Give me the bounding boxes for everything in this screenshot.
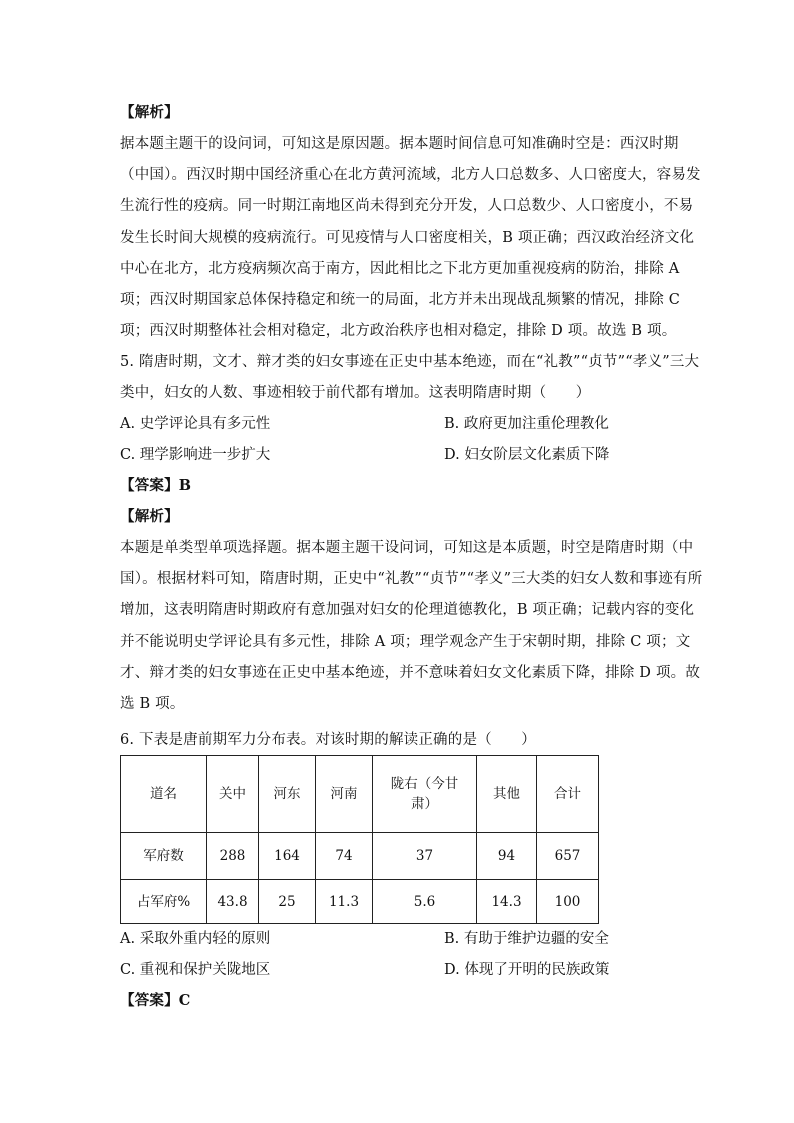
q6-stem: 6. 下表是唐前期军力分布表。对该时期的解读正确的是（ ） <box>120 732 536 748</box>
table-cell: 164 <box>259 833 316 880</box>
table-header-cell: 其他 <box>477 756 537 833</box>
explain2-line: 国）。根据材料可知，隋唐时期，正史中“礼教”“贞节”“孝义”三大类的妇女人数和事迹有所 <box>120 571 703 587</box>
table-cell: 14.3 <box>477 880 537 924</box>
table-cell: 占军府% <box>121 880 207 924</box>
header-text-line: 肃） <box>411 796 438 812</box>
table-cell: 100 <box>537 880 599 924</box>
explain1-line: 生流行性的疫病。同一时期江南地区尚未得到充分开发，人口总数少、人口密度小，不易 <box>120 198 694 214</box>
explain1-line: （中国）。西汉时期中国经济重心在北方黄河流域，北方人口总数多、人口密度大，容易发 <box>120 167 701 183</box>
explain2-line: 选 B 项。 <box>120 696 185 712</box>
q5-option-d: D. 妇女阶层文化素质下降 <box>444 447 610 463</box>
table-header-cell: 道名 <box>121 756 207 833</box>
table-header-cell-longyou <box>373 756 477 833</box>
q5-option-c: C. 理学影响进一步扩大 <box>120 447 271 463</box>
q5-stem-line: 5. 隋唐时期，文才、辩才类的妇女事迹在正史中基本绝迹，而在“礼教”“贞节”“孝义”三大 <box>120 354 700 370</box>
military-distribution-table <box>120 755 599 924</box>
q5-answer: 【答案】B <box>120 477 192 494</box>
table-cell: 288 <box>207 833 259 880</box>
q6-option-b: B. 有助于维护边疆的安全 <box>444 931 609 947</box>
table-cell: 5.6 <box>373 880 477 924</box>
q5-stem-line: 类中，妇女的人数、事迹相较于前代都有增加。这表明隋唐时期（ ） <box>120 385 591 401</box>
table-cell: 43.8 <box>207 880 259 924</box>
explain2-heading: 【解析】 <box>120 508 179 525</box>
table-cell: 军府数 <box>121 833 207 880</box>
q6-option-d: D. 体现了开明的民族政策 <box>444 962 610 978</box>
q5-option-a: A. 史学评论具有多元性 <box>120 416 271 432</box>
explain1-line: 项；西汉时期国家总体保持稳定和统一的局面，北方并未出现战乱频繁的情况，排除 C <box>120 292 681 308</box>
table-cell: 11.3 <box>316 880 373 924</box>
table-row <box>121 833 599 880</box>
explain2-line: 增加，这表明隋唐时期政府有意加强对妇女的伦理道德教化，B 项正确；记载内容的变化 <box>120 602 695 618</box>
q5-option-b: B. 政府更加注重伦理教化 <box>444 416 609 432</box>
table-header-cell: 关中 <box>207 756 259 833</box>
explain2-line: 才、辩才类的妇女事迹在正史中基本绝迹，并不意味着妇女文化素质下降，排除 D 项。故 <box>120 665 701 681</box>
explain1-heading: 【解析】 <box>120 104 179 121</box>
header-text-line: 陇右（今甘 <box>390 776 459 792</box>
table-header-row <box>121 756 599 833</box>
q6-option-c: C. 重视和保护关陇地区 <box>120 962 271 978</box>
table-cell: 37 <box>373 833 477 880</box>
table-cell: 74 <box>316 833 373 880</box>
explain1-line: 中心在北方，北方疫病频次高于南方，因此相比之下北方更加重视疫病的防治，排除 A <box>120 261 680 277</box>
table-header-cell: 合计 <box>537 756 599 833</box>
table-row <box>121 880 599 924</box>
explain1-line: 据本题主题干的设问词，可知这是原因题。据本题时间信息可知准确时空是：西汉时期 <box>120 136 679 152</box>
explain1-line: 项；西汉时期整体社会相对稳定，北方政治秩序也相对稳定，排除 D 项。故选 B 项。 <box>120 323 677 339</box>
q6-option-a: A. 采取外重内轻的原则 <box>120 931 271 947</box>
table-cell: 25 <box>259 880 316 924</box>
table-header-cell: 河南 <box>316 756 373 833</box>
explain1-line: 发生长时间大规模的疫病流行。可见疫情与人口密度相关，B 项正确；西汉政治经济文化 <box>120 230 695 246</box>
explain2-line: 本题是单类型单项选择题。据本题主题干设问词，可知这是本质题，时空是隋唐时期（中 <box>120 540 694 556</box>
table-cell: 657 <box>537 833 599 880</box>
explain2-line: 并不能说明史学评论具有多元性，排除 A 项；理学观念产生于宋朝时期，排除 C 项；文 <box>120 634 691 650</box>
table-cell: 94 <box>477 833 537 880</box>
table-header-cell: 河东 <box>259 756 316 833</box>
q6-answer: 【答案】C <box>120 992 191 1009</box>
